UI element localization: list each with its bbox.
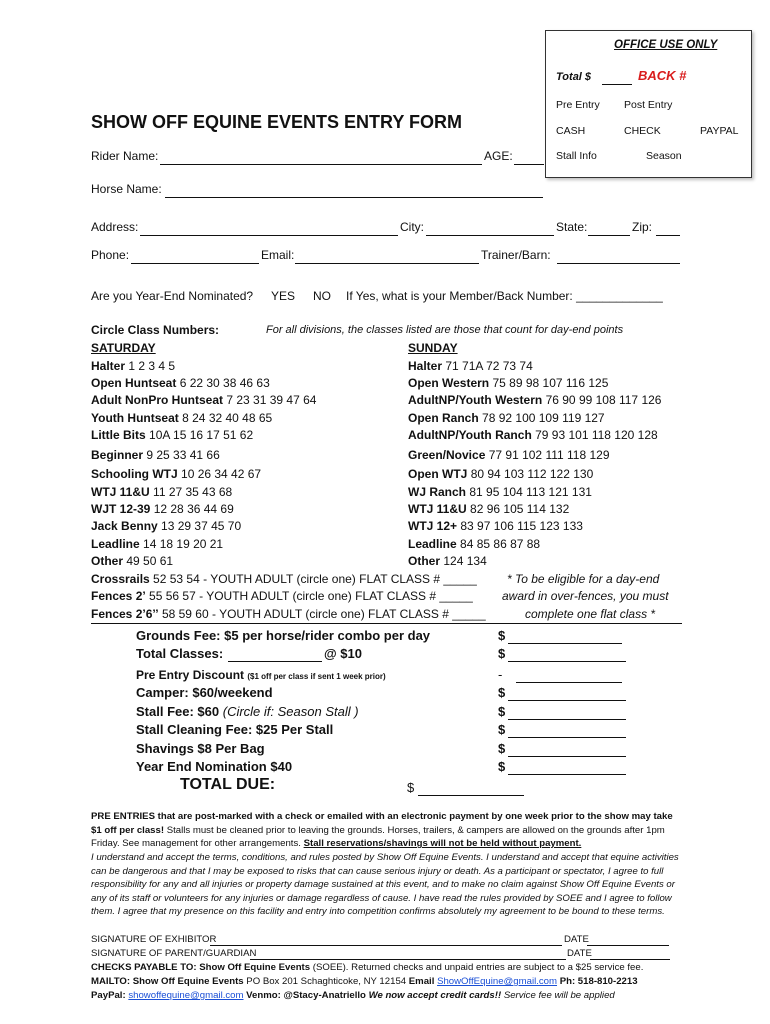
total-classes-field[interactable]	[228, 660, 322, 662]
class-name: Schooling WTJ	[91, 467, 178, 481]
class-numbers[interactable]: 82 96 105 114 132	[470, 502, 570, 516]
total-due-label: TOTAL DUE:	[180, 776, 276, 793]
class-numbers[interactable]: 76 90 99 108 117 126	[545, 393, 662, 407]
class-numbers[interactable]: 8 24 32 40 48 65	[182, 411, 273, 425]
nominated-question: Are you Year-End Nominated?	[91, 289, 254, 303]
class-numbers[interactable]: 11 27 35 43 68	[153, 485, 233, 499]
class-name: Open Ranch	[408, 411, 479, 425]
sat-class-row	[91, 554, 173, 568]
year-end-nomination-fee: Year End Nomination $40	[136, 759, 293, 774]
class-name: Beginner	[91, 448, 144, 462]
class-numbers[interactable]: 71 71A 72 73 74	[445, 359, 533, 373]
sun-class-row	[408, 502, 569, 516]
horse-name-field[interactable]	[165, 196, 543, 198]
class-name: Fences 2’6’’	[91, 607, 159, 621]
pre-entry-discount-field[interactable]	[516, 681, 622, 683]
signature-exhibitor-label: SIGNATURE OF EXHIBITOR	[91, 934, 217, 945]
stall-fee	[136, 704, 359, 719]
crossrails-row	[91, 572, 477, 586]
total-classes-label: Total Classes:	[136, 646, 224, 661]
email-label: Email	[408, 976, 435, 987]
sat-class-row	[91, 519, 241, 533]
sun-class-row	[408, 467, 593, 481]
pre-entry-discount	[136, 668, 386, 682]
total-due-field[interactable]	[418, 794, 524, 796]
sun-class-row	[408, 393, 661, 407]
class-name: WTJ 12+	[408, 519, 458, 533]
minus-sign: -	[498, 667, 503, 682]
sat-class-row	[91, 376, 270, 390]
rider-name-label: Rider Name:	[91, 149, 159, 163]
camper-fee: Camper: $60/weekend	[136, 685, 273, 700]
trainer-label: Trainer/Barn:	[481, 248, 551, 262]
class-numbers[interactable]: 10 26 34 42 67	[181, 467, 262, 481]
at-10-label: @ $10	[324, 646, 362, 661]
circle-class-heading: Circle Class Numbers:	[91, 323, 220, 337]
class-numbers[interactable]: 1 2 3 4 5	[128, 359, 176, 373]
year-end-field[interactable]	[508, 773, 626, 775]
sun-class-row	[408, 554, 487, 568]
venmo-handle: Venmo: @Stacy-Anatriello	[246, 990, 366, 1001]
stall-cleaning-field[interactable]	[508, 736, 626, 738]
camper-fee-field[interactable]	[508, 699, 626, 701]
class-numbers[interactable]: 83 97 106 115 123 133	[460, 519, 583, 533]
sat-class-row	[91, 467, 261, 481]
stall-reservation-note: Stall reservations/shavings will not be held without payment.	[303, 838, 582, 850]
email-field[interactable]	[295, 262, 479, 264]
sunday-heading: SUNDAY	[408, 341, 458, 355]
total-classes-amount-field[interactable]	[508, 660, 626, 662]
sat-class-row	[91, 359, 175, 373]
class-numbers[interactable]: 84 85 86 87 88	[460, 537, 541, 551]
class-name: Adult NonPro Huntseat	[91, 393, 223, 407]
shavings-fee: Shavings $8 Per Bag	[136, 741, 265, 756]
address-label: Address:	[91, 220, 139, 234]
zip-field[interactable]	[656, 234, 680, 236]
state-field[interactable]	[588, 234, 630, 236]
address-field[interactable]	[140, 234, 398, 236]
class-name: WTJ 11&U	[91, 485, 150, 499]
dollar-sign: $	[498, 685, 506, 700]
saturday-heading: SATURDAY	[91, 341, 156, 355]
sun-class-row	[408, 428, 658, 442]
grounds-fee: Grounds Fee: $5 per horse/rider combo per day	[136, 628, 431, 643]
sun-class-row	[408, 537, 540, 551]
service-fee-note: Service fee will be applied	[503, 990, 615, 1001]
class-numbers[interactable]: 81 95 104 113 121 131	[469, 485, 592, 499]
city-label: City:	[400, 220, 424, 234]
class-name: Little Bits	[91, 428, 146, 442]
dollar-sign: $	[498, 646, 506, 661]
payment-line	[91, 990, 615, 1001]
office-season: Season	[646, 150, 682, 162]
horse-name-label: Horse Name:	[91, 182, 162, 196]
date-label: DATE	[567, 948, 592, 959]
class-name: WJ Ranch	[408, 485, 467, 499]
city-field[interactable]	[426, 234, 554, 236]
checks-payable	[91, 962, 643, 973]
stalls-note: Stalls must be cleaned prior to leaving the grounds. Horses, trailers, & campers are allowed on the grounds after 1pm Friday. See management for other arrangements.	[91, 824, 665, 850]
class-name: Other	[408, 554, 441, 568]
nominated-no[interactable]: NO	[313, 289, 331, 303]
credit-cards-note: We now accept credit cards!!	[368, 990, 502, 1001]
class-name: Crossrails	[91, 572, 150, 586]
rider-name-field[interactable]	[160, 163, 482, 165]
class-name: Open WTJ	[408, 467, 468, 481]
sat-class-row	[91, 393, 316, 407]
office-total-line	[602, 83, 632, 85]
class-numbers[interactable]: 80 94 103 112 122 130	[470, 467, 594, 481]
class-name: Open Huntseat	[91, 376, 177, 390]
flat-note-1: * To be eligible for a day-end	[507, 572, 660, 586]
season-stall-option[interactable]: (Circle if: Season Stall )	[222, 704, 359, 719]
date-label: DATE	[564, 934, 589, 945]
terms-paragraph-1	[91, 810, 681, 851]
sun-class-row	[408, 485, 592, 499]
dollar-sign: $	[498, 628, 506, 643]
class-numbers[interactable]: 124 134	[443, 554, 487, 568]
office-use-box	[545, 30, 752, 178]
class-name: WJT 12-39	[91, 502, 151, 516]
class-numbers[interactable]: 6 22 30 38 46 63	[179, 376, 270, 390]
exhibitor-date-field[interactable]	[587, 944, 669, 946]
office-back-number: BACK #	[638, 68, 687, 83]
sun-class-row	[408, 376, 608, 390]
paypal-link[interactable]: showoffequine@gmail.com	[128, 990, 244, 1001]
class-name: Other	[91, 554, 124, 568]
mailto-line	[91, 976, 638, 987]
class-name: Halter	[408, 359, 443, 373]
sun-class-row	[408, 448, 610, 462]
sat-class-row	[91, 502, 234, 516]
sat-class-row	[91, 448, 220, 462]
sat-class-row	[91, 537, 223, 551]
mailing-address: PO Box 201 Schaghticoke, NY 12154	[243, 976, 409, 987]
signature-exhibitor-field[interactable]	[210, 944, 562, 946]
sat-class-row	[91, 485, 232, 499]
pre-entry-discount-label: Pre Entry Discount	[136, 668, 245, 682]
class-name: WTJ 11&U	[408, 502, 467, 516]
terms-paragraph-2: I understand and accept the terms, conditions, and rules posted by Show Off Equine Events. I understand and accept that equine activities can be dangerous and that I may be exposed to risks that can cause serious injury or death. As a participant or spectator, I agree to full responsibility for any and all injuries or property damage sustained at this event, and to make no claim against Show Off Equine Events or any of its staff or volunteers for any injuries or damage regardless of cause. I have read the rules provided by SOEE and I agree to follow them. I agree that my presence on this facility and entry into competition confirms absolutely my agreement to be bound to these terms.	[91, 852, 679, 918]
office-cash: CASH	[556, 125, 586, 137]
class-name: Open Western	[408, 376, 490, 390]
nominated-yes[interactable]: YES	[271, 289, 296, 303]
class-numbers[interactable]: 12 28 36 44 69	[153, 502, 234, 516]
dollar-sign: $	[498, 722, 506, 737]
stall-fee-label: Stall Fee: $60	[136, 704, 220, 719]
stall-fee-field[interactable]	[508, 718, 626, 720]
returned-checks-note: (SOEE). Returned checks and unpaid entries are subject to a $25 service fee.	[310, 962, 644, 973]
pre-entries-note: PRE ENTRIES that are post-marked with a check or emailed with an electronic payment by one week prior to the show may take $1 off per class!	[91, 811, 673, 836]
fences-2-row	[91, 589, 473, 603]
class-numbers[interactable]: 55 56 57 - YOUTH ADULT (circle one) FLAT CLASS # _____	[149, 589, 473, 603]
email-link[interactable]: ShowOffEquine@gmail.com	[437, 976, 558, 987]
office-use-title: OFFICE USE ONLY	[614, 39, 718, 51]
class-numbers[interactable]: 9 25 33 41 66	[146, 448, 220, 462]
signature-parent-field[interactable]	[250, 958, 566, 960]
class-numbers[interactable]: 10A 15 16 17 51 62	[149, 428, 254, 442]
signature-parent-label: SIGNATURE OF PARENT/GUARDIAN	[91, 948, 257, 959]
stall-cleaning-fee: Stall Cleaning Fee: $25 Per Stall	[136, 722, 334, 737]
dollar-sign: $	[407, 780, 415, 795]
class-numbers[interactable]: 75 89 98 107 116 125	[492, 376, 609, 390]
age-field[interactable]	[514, 163, 544, 165]
class-numbers[interactable]: 52 53 54 - YOUTH ADULT (circle one) FLAT CLASS # _____	[153, 572, 477, 586]
class-numbers[interactable]: 79 93 101 118 120 128	[535, 428, 658, 442]
zip-label: Zip:	[632, 220, 653, 234]
checks-payable-label: CHECKS PAYABLE TO: Show Off Equine Events	[91, 962, 311, 973]
state-label: State:	[556, 220, 588, 234]
office-paypal: PAYPAL	[700, 125, 739, 137]
class-name: Fences 2’	[91, 589, 146, 603]
flat-note-3: complete one flat class *	[525, 607, 656, 621]
class-name: Youth Huntseat	[91, 411, 179, 425]
office-pre-entry: Pre Entry	[556, 99, 600, 111]
flat-note-2: award in over-fences, you must	[502, 589, 669, 603]
divisions-note: For all divisions, the classes listed are those that count for day-end points	[266, 324, 624, 336]
class-numbers[interactable]: 58 59 60 - YOUTH ADULT (circle one) FLAT CLASS # _____	[161, 607, 486, 621]
class-numbers[interactable]: 7 23 31 39 47 64	[226, 393, 317, 407]
member-number-question: If Yes, what is your Member/Back Number: _____________	[346, 289, 663, 303]
sun-class-row	[408, 519, 583, 533]
sun-class-row	[408, 359, 533, 373]
class-name: Leadline	[408, 537, 457, 551]
office-stall-info: Stall Info	[556, 150, 597, 162]
phone-number: Ph: 518-810-2213	[559, 976, 638, 987]
class-name: AdultNP/Youth Ranch	[408, 428, 532, 442]
dollar-sign: $	[498, 704, 506, 719]
fences-divider	[91, 622, 682, 624]
class-name: AdultNP/Youth Western	[408, 393, 543, 407]
class-numbers[interactable]: 77 91 102 111 118 129	[488, 448, 610, 462]
trainer-field[interactable]	[557, 262, 680, 264]
class-name: Leadline	[91, 537, 140, 551]
class-numbers[interactable]: 78 92 100 109 119 127	[482, 411, 605, 425]
grounds-fee-field[interactable]	[508, 642, 622, 644]
parent-date-field[interactable]	[590, 958, 670, 960]
pre-entry-note: ($1 off per class if sent 1 week prior)	[247, 672, 386, 681]
class-name: Jack Benny	[91, 519, 158, 533]
dollar-sign: $	[498, 741, 506, 756]
phone-field[interactable]	[131, 262, 259, 264]
dollar-sign: $	[498, 759, 506, 774]
class-numbers[interactable]: 14 18 19 20 21	[143, 537, 224, 551]
class-numbers[interactable]: 13 29 37 45 70	[161, 519, 242, 533]
class-name: Halter	[91, 359, 126, 373]
class-name: Green/Novice	[408, 448, 486, 462]
sat-class-row	[91, 411, 272, 425]
sat-class-row	[91, 428, 253, 442]
fences-26-row	[91, 607, 486, 621]
office-check: CHECK	[624, 125, 661, 137]
sun-class-row	[408, 411, 605, 425]
phone-label: Phone:	[91, 248, 130, 262]
age-label: AGE:	[484, 149, 513, 163]
paypal-label: PayPal:	[91, 990, 126, 1001]
class-numbers[interactable]: 49 50 61	[126, 554, 174, 568]
mailto-label: MAILTO: Show Off Equine Events	[91, 976, 244, 987]
form-title: SHOW OFF EQUINE EVENTS ENTRY FORM	[91, 112, 463, 132]
office-total-label: Total $	[556, 71, 592, 83]
office-post-entry: Post Entry	[624, 99, 673, 111]
email-label: Email:	[261, 248, 295, 262]
shavings-field[interactable]	[508, 755, 626, 757]
